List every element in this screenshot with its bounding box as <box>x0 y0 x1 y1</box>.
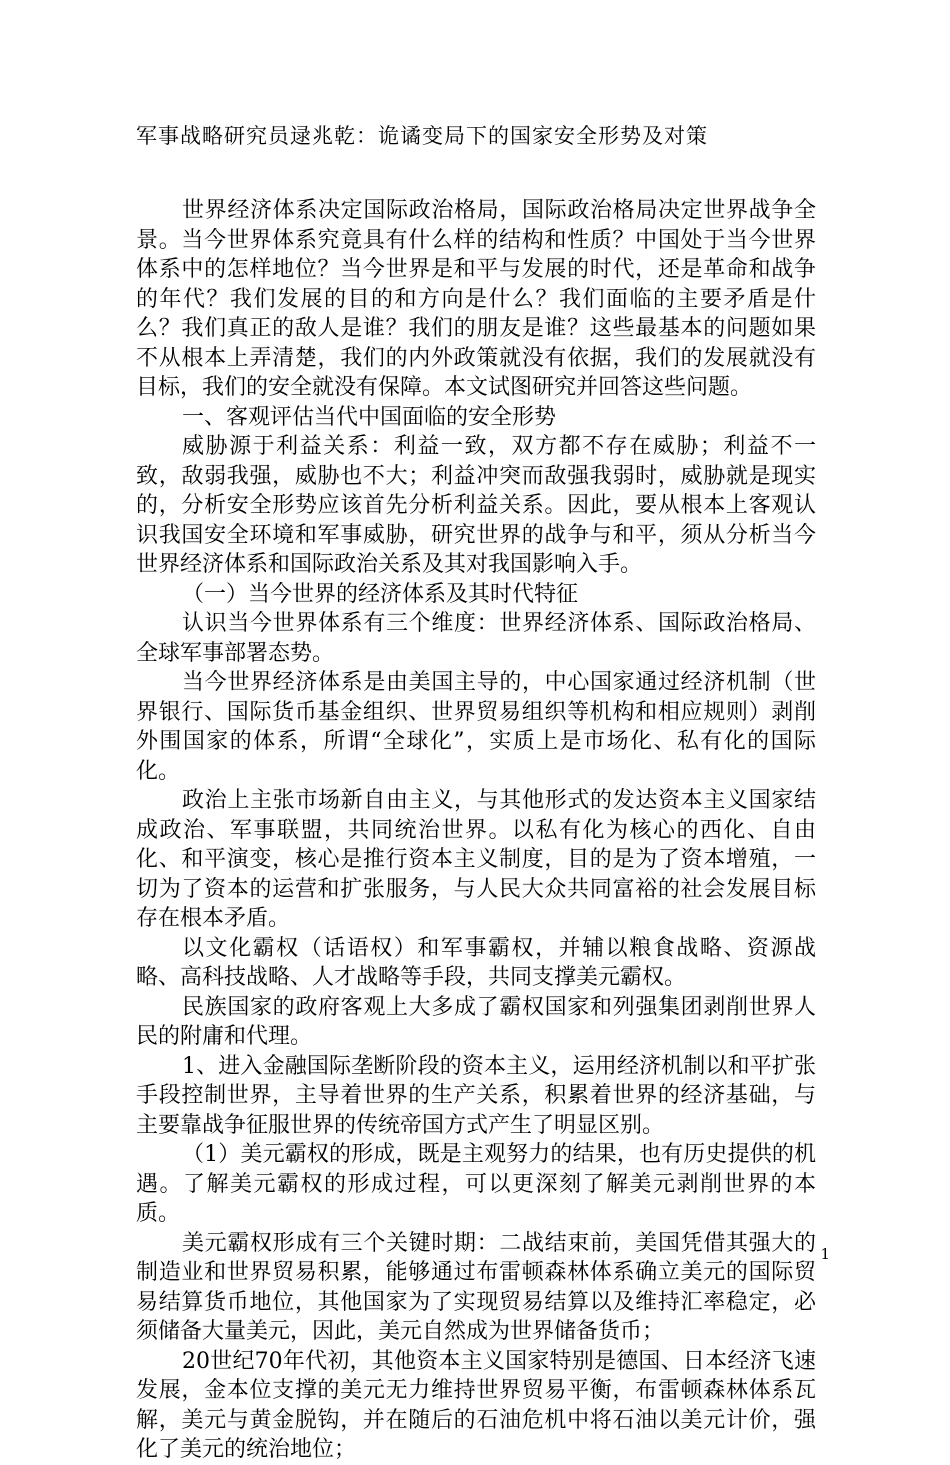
subsection-heading: （一）当今世界的经济体系及其时代特征 <box>182 581 579 607</box>
paragraph: 1、进入金融国际垄断阶段的资本主义，运用经济机制以和平扩张手段控制世界，主导着世界的生产关系，积累着世界的经济基础，与主要靠战争征服世界的传统帝国方式产生了明显区别。 <box>136 1053 816 1138</box>
paragraph: 民族国家的政府客观上大多成了霸权国家和列强集团剥削世界人民的附庸和代理。 <box>136 994 816 1049</box>
paragraph: 威胁源于利益关系：利益一致，双方都不存在威胁；利益不一致，敌弱我强，威胁也不大；利益冲突而敌强我弱时，威胁就是现实的，分析安全形势应该首先分析利益关系。因此，要从根本上客观认识我国安全环境和军事威胁，研究世界的战争与和平，须从分析当今世界经济体系和国际政治关系及其对我国影响入手。 <box>136 434 816 577</box>
paragraph: 当今世界经济体系是由美国主导的，中心国家通过经济机制（世界银行、国际货币基金组织、世界贸易组织等机构和相应规则）剥削外围国家的体系，所谓“全球化”，实质上是市场化、私有化的国际化。 <box>136 670 816 784</box>
section-heading: 一、客观评估当代中国面临的安全形势 <box>182 404 557 430</box>
paragraph: 美元霸权形成有三个关键时期：二战结束前，美国凭借其强大的制造业和世界贸易积累，能够通过布雷顿森林体系确立美元的国际贸易结算货币地位，其他国家为了实现贸易结算以及维持汇率稳定，必须储备大量美元，因此，美元自然成为世界储备货币； <box>136 1230 816 1344</box>
paragraph: 世界经济体系决定国际政治格局，国际政治格局决定世界战争全景。当今世界体系究竟具有什么样的结构和性质？中国处于当今世界体系中的怎样地位？当今世界是和平与发展的时代，还是革命和战争的年代？我们发展的目的和方向是什么？我们面临的主要矛盾是什么？我们真正的敌人是谁？我们的朋友是谁？这些最基本的问题如果不从根本上弄清楚，我们的内外政策就没有依据，我们的发展就没有目标，我们的安全就没有保障。本文试图研究并回答这些问题。 <box>136 198 816 400</box>
paragraph: 20世纪70年代初，其他资本主义国家特别是德国、日本经济飞速发展，金本位支撑的美元无力维持世界贸易平衡，布雷顿森林体系瓦解，美元与黄金脱钩，并在随后的石油危机中将石油以美元计价，强化了美元的统治地位； <box>136 1348 816 1462</box>
document-body <box>136 196 816 1465</box>
paragraph: 认识当今世界体系有三个维度：世界经济体系、国际政治格局、全球军事部署态势。 <box>136 611 816 666</box>
paragraph: （1）美元霸权的形成，既是主观努力的结果，也有历史提供的机遇。了解美元霸权的形成过程，可以更深刻了解美元剥削世界的本质。 <box>136 1142 816 1226</box>
page-number: 1 <box>820 1245 830 1263</box>
paragraph: 政治上主张市场新自由主义，与其他形式的发达资本主义国家结成政治、军事联盟，共同统治世界。以私有化为核心的西化、自由化、和平演变，核心是推行资本主义制度，目的是为了资本增殖，一切为了资本的运营和扩张服务，与人民大众共同富裕的社会发展目标存在根本矛盾。 <box>136 788 816 931</box>
document-title: 军事战略研究员逯兆乾：诡谲变局下的国家安全形势及对策 <box>136 124 708 148</box>
paragraph: 以文化霸权（话语权）和军事霸权，并辅以粮食战略、资源战略、高科技战略、人才战略等手段，共同支撑美元霸权。 <box>136 935 816 990</box>
